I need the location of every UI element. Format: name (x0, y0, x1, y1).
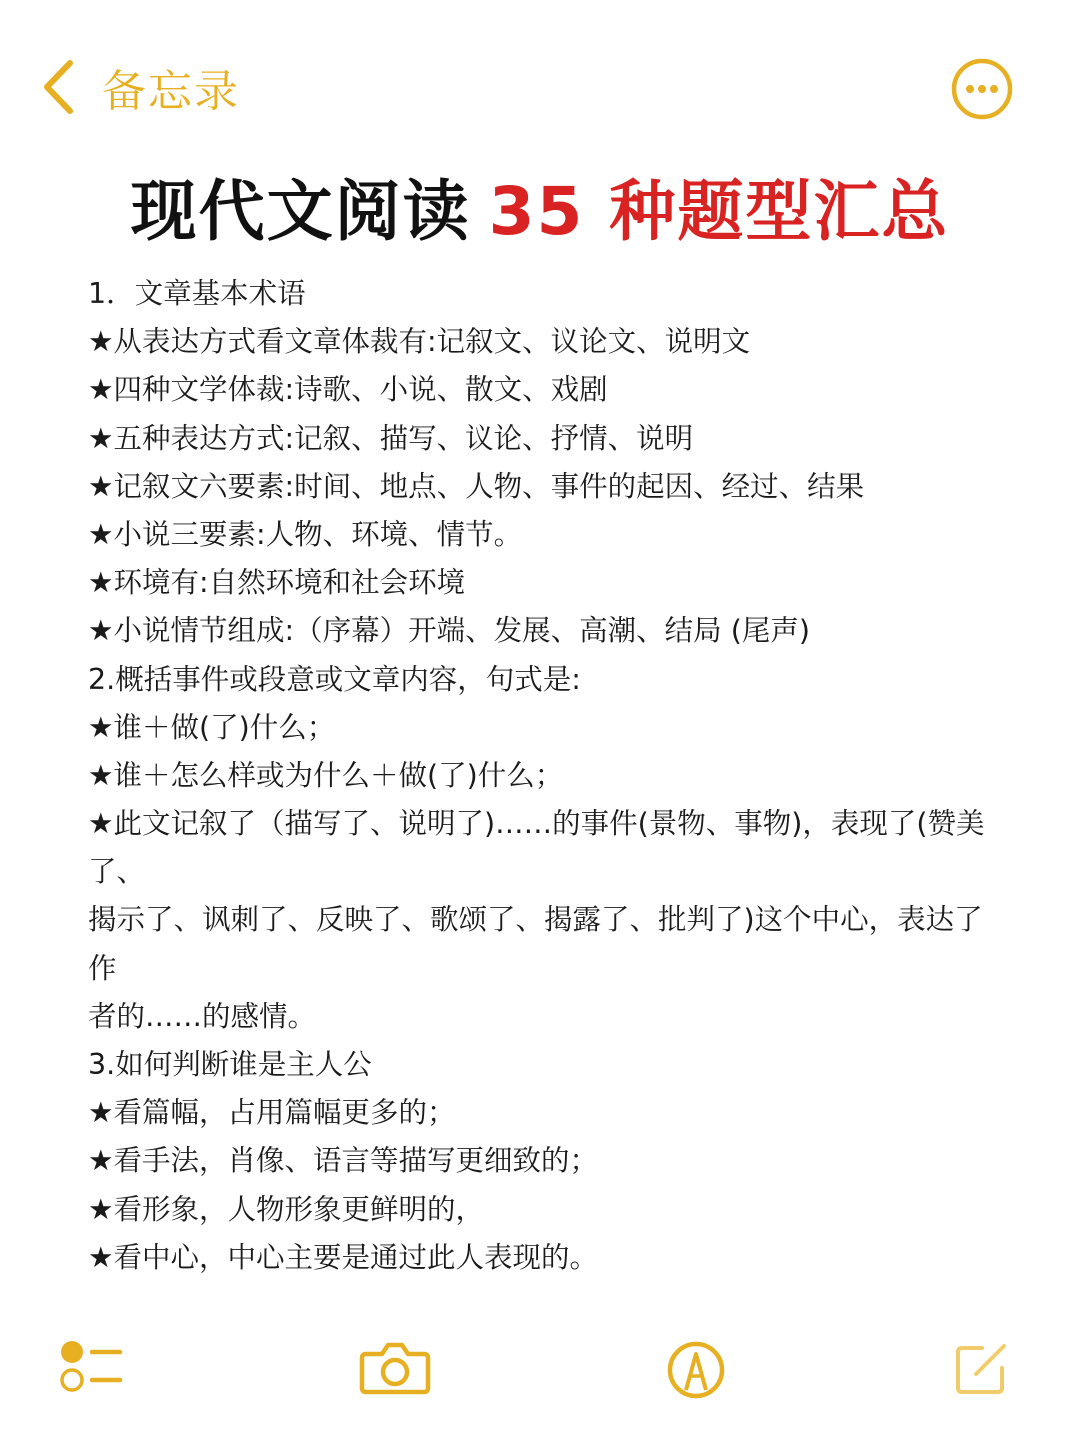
note-body[interactable] (88, 270, 1038, 1282)
markup-button[interactable] (666, 1340, 726, 1400)
more-button[interactable] (950, 57, 1014, 121)
note-line: 了、 (88, 855, 146, 889)
compose-button[interactable] (954, 1340, 1010, 1396)
note-line: 1．文章基本术语 (88, 277, 306, 310)
checklist-icon (58, 1338, 124, 1394)
note-line: 作 (88, 951, 117, 985)
note-line: ★谁＋做(了)什么； (88, 710, 336, 744)
note-line: ★此文记叙了（描写了、说明了)……的事件(景物、事物)，表现了(赞美 (88, 807, 985, 841)
note-line: ★四种文学体裁:诗歌、小说、散文、戏剧 (88, 373, 608, 407)
note-line: ★从表达方式看文章体裁有:记叙文、议论文、说明文 (88, 325, 751, 359)
note-line: 3.如何判断谁是主人公 (88, 1048, 372, 1081)
note-line: ★谁＋怎么样或为什么＋做(了)什么； (88, 758, 564, 792)
compose-icon (954, 1340, 1010, 1396)
note-line: ★看篇幅，占用篇幅更多的； (88, 1096, 456, 1130)
note-line: ★看手法，肖像、语言等描写更细致的； (88, 1144, 599, 1178)
markup-pen-icon (666, 1340, 726, 1400)
chevron-left-icon (40, 59, 76, 115)
note-line: ★小说三要素:人物、环境、情节。 (88, 517, 523, 551)
note-line: 揭示了、讽刺了、反映了、歌颂了、揭露了、批判了)这个中心，表达了 (88, 903, 983, 937)
bottom-toolbar (0, 1320, 1080, 1430)
camera-button[interactable] (358, 1340, 432, 1396)
page-title (0, 158, 1080, 253)
note-line: ★看形象，人物形象更鲜明的， (88, 1192, 485, 1226)
more-horizontal-circle-icon (950, 106, 1014, 125)
checklist-button[interactable] (58, 1338, 124, 1394)
back-button[interactable] (40, 52, 240, 122)
note-line: ★五种表达方式:记叙、描写、议论、抒情、说明 (88, 421, 694, 455)
back-label: 备忘录 (102, 66, 240, 117)
note-line: ★小说情节组成:（序幕）开端、发展、高潮、结局 (尾声) (88, 614, 810, 648)
navigation-bar (0, 0, 1080, 170)
camera-icon (358, 1340, 432, 1396)
title-part-black: 现代文阅读 (130, 173, 471, 250)
note-line: ★环境有:自然环境和社会环境 (88, 566, 466, 600)
note-line: ★记叙文六要素:时间、地点、人物、事件的起因、经过、结果 (88, 469, 865, 503)
note-line: 者的……的感情。 (88, 999, 317, 1033)
note-line: ★看中心，中心主要是通过此人表现的。 (88, 1240, 599, 1274)
title-part-red: 35 种题型汇总 (488, 173, 950, 250)
note-line: 2.概括事件或段意或文章内容，句式是: (88, 662, 581, 696)
